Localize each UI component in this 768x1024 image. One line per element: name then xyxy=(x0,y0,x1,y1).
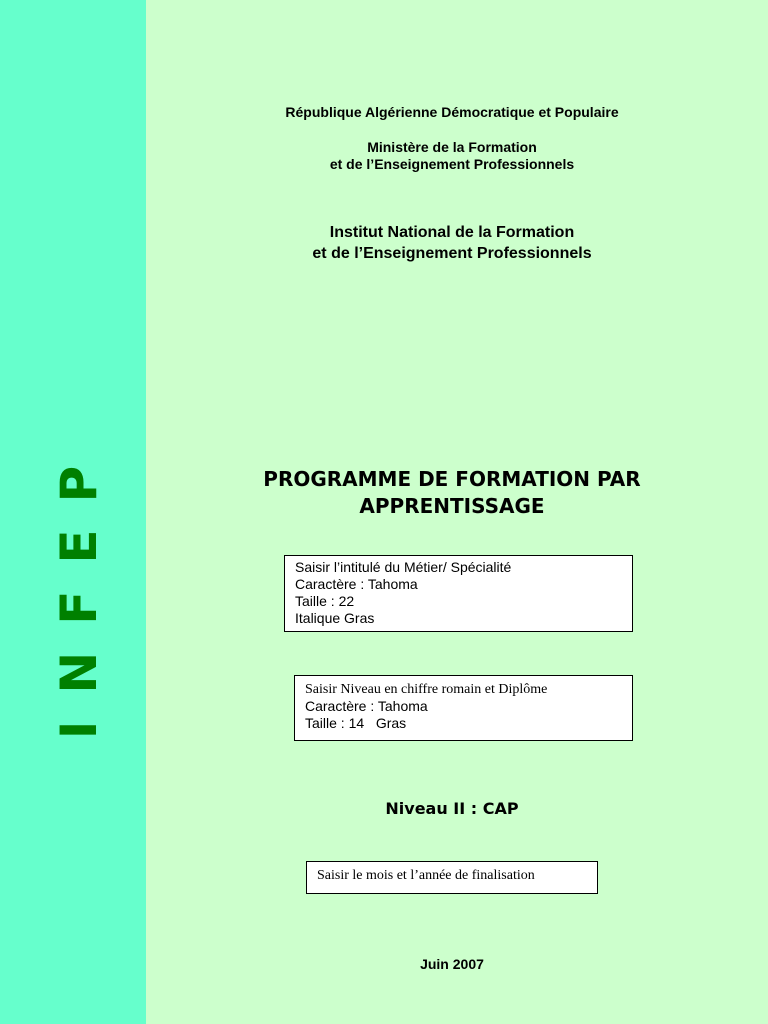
ministry-line-2: et de l’Enseignement Professionnels xyxy=(329,156,575,172)
cover-page xyxy=(146,0,768,1024)
metier-style-line: Italique Gras xyxy=(295,610,375,626)
infep-vertical-title: INFEP xyxy=(50,438,108,740)
metier-instruction-line: Saisir l’intitulé du Métier/ Spécialité xyxy=(295,559,512,575)
institute-line-2: et de l’Enseignement Professionnels xyxy=(312,245,592,262)
date-instruction-box xyxy=(306,861,598,894)
niveau-instruction-box xyxy=(294,675,633,741)
metier-instruction-box xyxy=(284,555,633,632)
ministry-heading xyxy=(146,139,758,173)
niveau-font-line: Caractère : Tahoma xyxy=(305,698,428,714)
metier-size-line: Taille : 22 xyxy=(295,593,355,609)
ministry-line-1: Ministère de la Formation xyxy=(367,139,537,155)
program-title-line-2: APPRENTISSAGE xyxy=(359,494,545,518)
niveau-instruction-line: Saisir Niveau en chiffre romain et Diplôme xyxy=(305,682,548,697)
program-title-line-1: PROGRAMME DE FORMATION PAR xyxy=(263,467,641,491)
publication-date: Juin 2007 xyxy=(420,956,484,972)
level-label: Niveau II : CAP xyxy=(385,799,519,818)
date-instruction-line: Saisir le mois et l’année de finalisation xyxy=(317,868,535,883)
side-band xyxy=(0,0,146,1024)
republic-heading: République Algérienne Démocratique et Populaire xyxy=(285,104,619,120)
niveau-size-line: Taille : 14 Gras xyxy=(305,715,407,731)
metier-font-line: Caractère : Tahoma xyxy=(295,576,418,592)
institute-heading xyxy=(146,222,758,264)
institute-line-1: Institut National de la Formation xyxy=(329,224,575,241)
program-title xyxy=(146,466,758,520)
